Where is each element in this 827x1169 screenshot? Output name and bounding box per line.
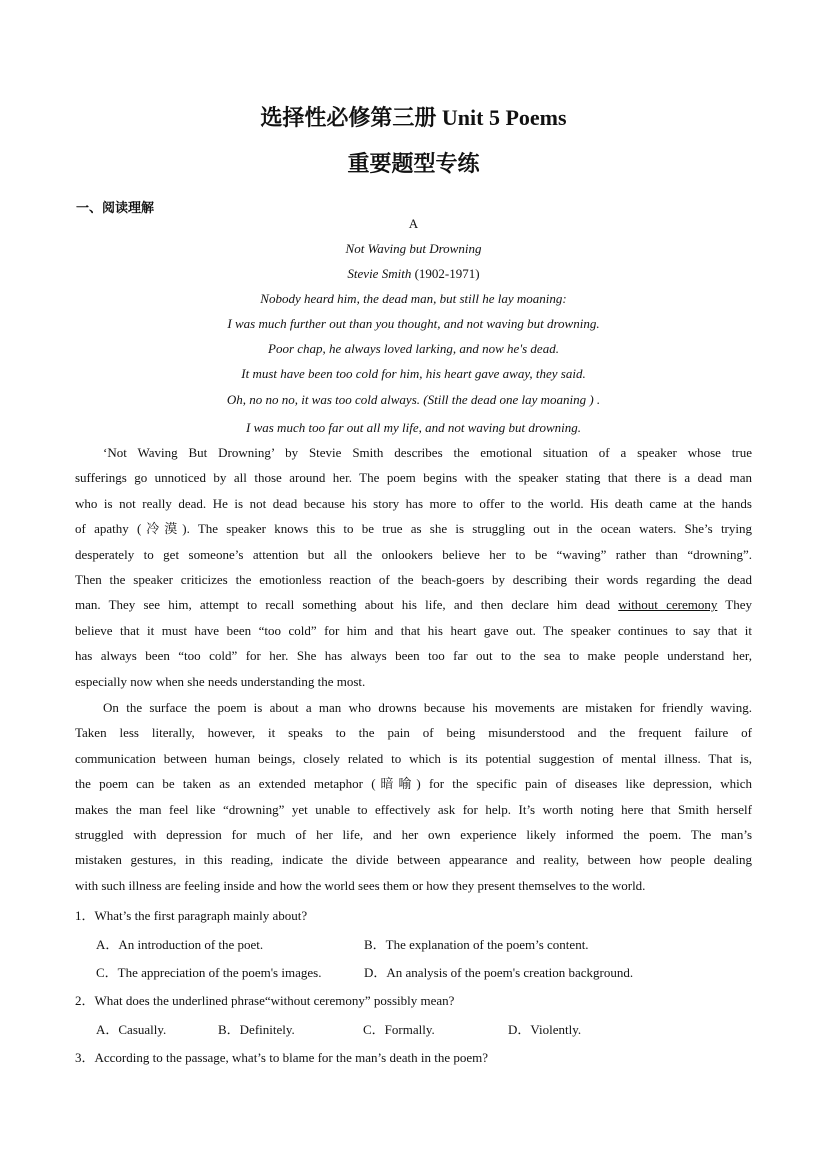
option-a: A．An introduction of the poet.: [96, 937, 264, 952]
paragraph-line: [75, 592, 752, 617]
paragraph-line: struggled with depression for much of her life, and her own experience likely informed the poem. The man’s: [75, 826, 752, 842]
poem-line: I was much too far out all my life, and not waving but drowning.: [246, 420, 581, 435]
poem-years: (1902-1971): [414, 266, 480, 281]
paragraph-line: makes the man feel like “drowning” yet unable to effectively ask for help. It’s worth noting here that Smith herself: [75, 801, 752, 817]
paragraph-1: [75, 440, 752, 694]
option-c: C．The appreciation of the poem's images.: [96, 965, 322, 980]
paragraph-line: of apathy (冷漠). The speaker knows this to be true as she is struggling out in the ocean waters. She’s trying: [75, 521, 752, 537]
question-2: 2．What does the underlined phrase“without ceremony” possibly mean?: [75, 993, 455, 1008]
poem-line: It must have been too cold for him, his heart gave away, they said.: [241, 366, 586, 381]
poem-line: Oh, no no no, it was too cold always. (Still the dead one lay moaning ) .: [226, 392, 601, 407]
paragraph-line: believe that it must have been “too cold” for him and that his heart gave out. The speaker continues to say that it: [75, 622, 752, 638]
option-d: D．An analysis of the poem's creation background.: [364, 965, 634, 980]
poem-author-line: [0, 266, 827, 282]
poem-title: Not Waving but Drowning: [345, 241, 482, 256]
paragraph-line: desperately to get someone’s attention but all the onlookers believe her to be “waving” rather than “drowning”.: [75, 546, 752, 562]
option-d: D．Violently.: [508, 1022, 582, 1037]
document-title: 选择性必修第三册 Unit 5 Poems: [260, 105, 567, 130]
option-b: B．Definitely.: [218, 1022, 295, 1037]
document-subtitle: 重要题型专练: [347, 151, 480, 176]
poem-author: Stevie Smith: [347, 266, 412, 281]
section-heading: 一、阅读理解: [76, 200, 155, 215]
paragraph-line: On the surface the poem is about a man who drowns because his movements are mistaken for friendly waving.: [103, 700, 752, 715]
paragraph-line: has always been “too cold” for her. She has always been too far out to the sea to make people understand her,: [75, 648, 752, 664]
paragraph-line: the poem can be taken as an extended metaphor (暗喻) for the specific pain of diseases like depression, which: [75, 776, 752, 792]
line-text: They: [717, 597, 752, 613]
paragraph-line: communication between human beings, closely related to which is its potential suggestion of mental illness. That is,: [75, 750, 752, 766]
paragraph-line: mistaken gestures, in this reading, indicate the divide between appearance and reality, between how people dealing: [75, 852, 752, 868]
paragraph-line: Taken less literally, however, it speaks to the pain of being misunderstood and the frequent failure of: [75, 725, 752, 741]
paragraph-2: [75, 695, 752, 898]
poem-line: I was much further out than you thought, and not waving but drowning.: [227, 316, 600, 331]
option-a: A．Casually.: [96, 1022, 167, 1037]
paragraph-line: sufferings go unnoticed by all those around her. The poem begins with the speaker stating that there is a dead man: [75, 470, 752, 486]
poem-line: Poor chap, he always loved larking, and now he's dead.: [268, 341, 559, 356]
paragraph-line: Then the speaker criticizes the emotionless reaction of the beach-goers by describing their words regarding the dead: [75, 571, 752, 587]
paragraph-line: ‘Not Waving But Drowning’ by Stevie Smith describes the emotional situation of a speaker whose true: [103, 445, 752, 460]
option-c: C．Formally.: [363, 1022, 435, 1037]
paragraph-line: with such illness are feeling inside and how the world sees them or how they present themselves to the world.: [75, 877, 646, 893]
option-b: B．The explanation of the poem’s content.: [364, 937, 589, 952]
paragraph-line: who is not really dead. He is not dead because his story has more to offer to the world. His death came at the hands: [75, 495, 752, 511]
passage-label: A: [408, 216, 419, 231]
paragraph-line: especially now when she needs understanding the most.: [75, 673, 366, 689]
poem-line: Nobody heard him, the dead man, but still he lay moaning:: [260, 291, 567, 306]
question-1: 1．What’s the first paragraph mainly about?: [75, 908, 308, 923]
question-3: 3．According to the passage, what’s to blame for the man’s death in the poem?: [75, 1050, 488, 1065]
underlined-phrase: without ceremony: [618, 597, 718, 613]
line-text: man. They see him, attempt to recall something about his life, and then declare him dead: [75, 597, 619, 613]
